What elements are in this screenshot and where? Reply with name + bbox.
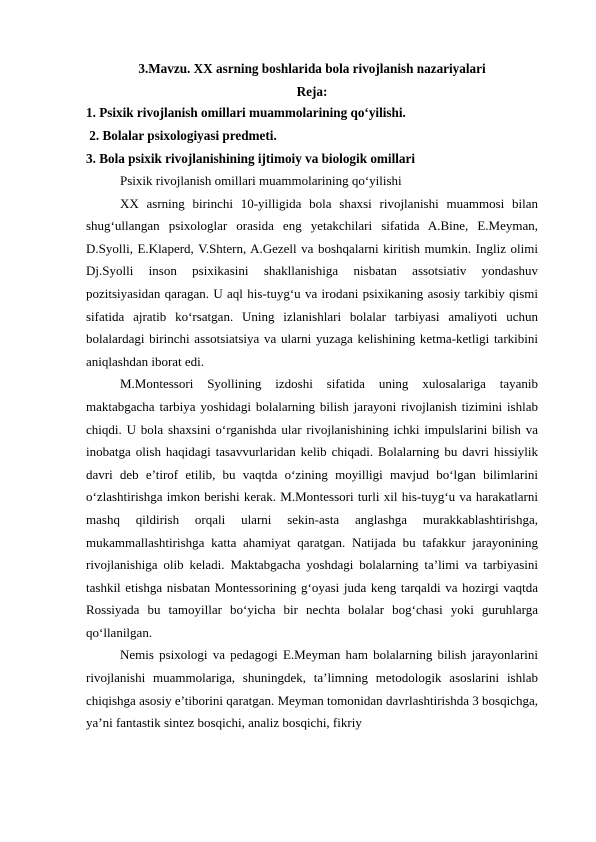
plan-item: 3. Bola psixik rivojlanishining ijtimoiy va biologik omillari	[86, 151, 416, 166]
document-title: 3.Mavzu. XX asrning boshlarida bola rivojlanish nazariyalari	[138, 61, 486, 76]
plan-item: 2. Bolalar psixologiyasi predmeti.	[86, 128, 277, 143]
plan-label: Reja:	[296, 84, 328, 99]
body-paragraph: Nemis psixologi va pedagogi E.Meyman ham bolalarning bilish jarayonlarini rivojlanishi muammolariga, shuningdek, ta’limning metodologik asoslarini ishlab chiqishga asosiy e’tiborini qaratgan. Meyman tomonidan davrlashtirishda 3 bosqichga, ya’ni fantastik sintez bosqichi, analiz bosqichi, fikriy	[86, 647, 538, 731]
body-paragraph: XX asrning birinchi 10-yilligida bola shaxsi rivojlanishi muammosi bilan shug‘ullangan psixologlar orasida eng yetakchilari sifatida A.Bine, E.Meyman, D.Syolli, E.Klaperd, V.Shtern, A.Gezell va boshqalarni kiritish mumkin. Ingliz olimi Dj.Syolli inson psixikasini shakllanishiga nisbatan assotsiativ yondashuv pozitsiyasidan qaragan. U aql his-tuyg‘u va irodani psixikaning asosiy tarkibiy qismi sifatida ajratib ko‘rsatgan. Uning izlanishlari bolalar tarbiyasi amaliyoti uchun bolalardagi birinchi assotsiatsiya va ularni yuzaga kelishining ketma-ketligi tarkibini aniqlashdan iborat edi.	[86, 195, 538, 369]
plan-item: 1. Psixik rivojlanish omillari muammolarining qo‘yilishi.	[86, 105, 406, 120]
section-heading: Psixik rivojlanish omillari muammolarining qo‘yilishi	[120, 173, 402, 188]
body-paragraph: M.Montessori Syollining izdoshi sifatida uning xulosalariga tayanib maktabgacha tarbiya yoshidagi bolalarning bilish jarayoni rivojlanish tizimini ishlab chiqdi. U bola shaxsini o‘rganishda ular rivojlanishining ichki impulslarini bilish va inobatga olish haqidagi tasavvurlaridan kelib chiqadi. Bolalarning bu davri hissiylik davri deb e’tirof etilib, bu vaqtda o‘zining moyilligi mavjud bo‘lgan bilimlarini o‘zlashtirishga imkon berishi kerak. M.Montessori turli xil his-tuyg‘u va harakatlarni mashq qildirish orqali ularni sekin-asta anglashga murakkablashtirishga, mukammallashtirishga katta ahamiyat qaratgan. Natijada bu tafakkur jarayonining rivojlanishiga olib keladi. Maktabgacha yoshdagi bolalarning ta’limi va tarbiyasini tashkil etishga nisbatan Montessorining g‘oyasi juda keng tarqaldi va hozirgi vaqtda Rossiyada bu tamoyillar bo‘yicha bir nechta bolalar bog‘chasi yoki guruhlarga qo‘llanilgan.	[86, 376, 538, 640]
